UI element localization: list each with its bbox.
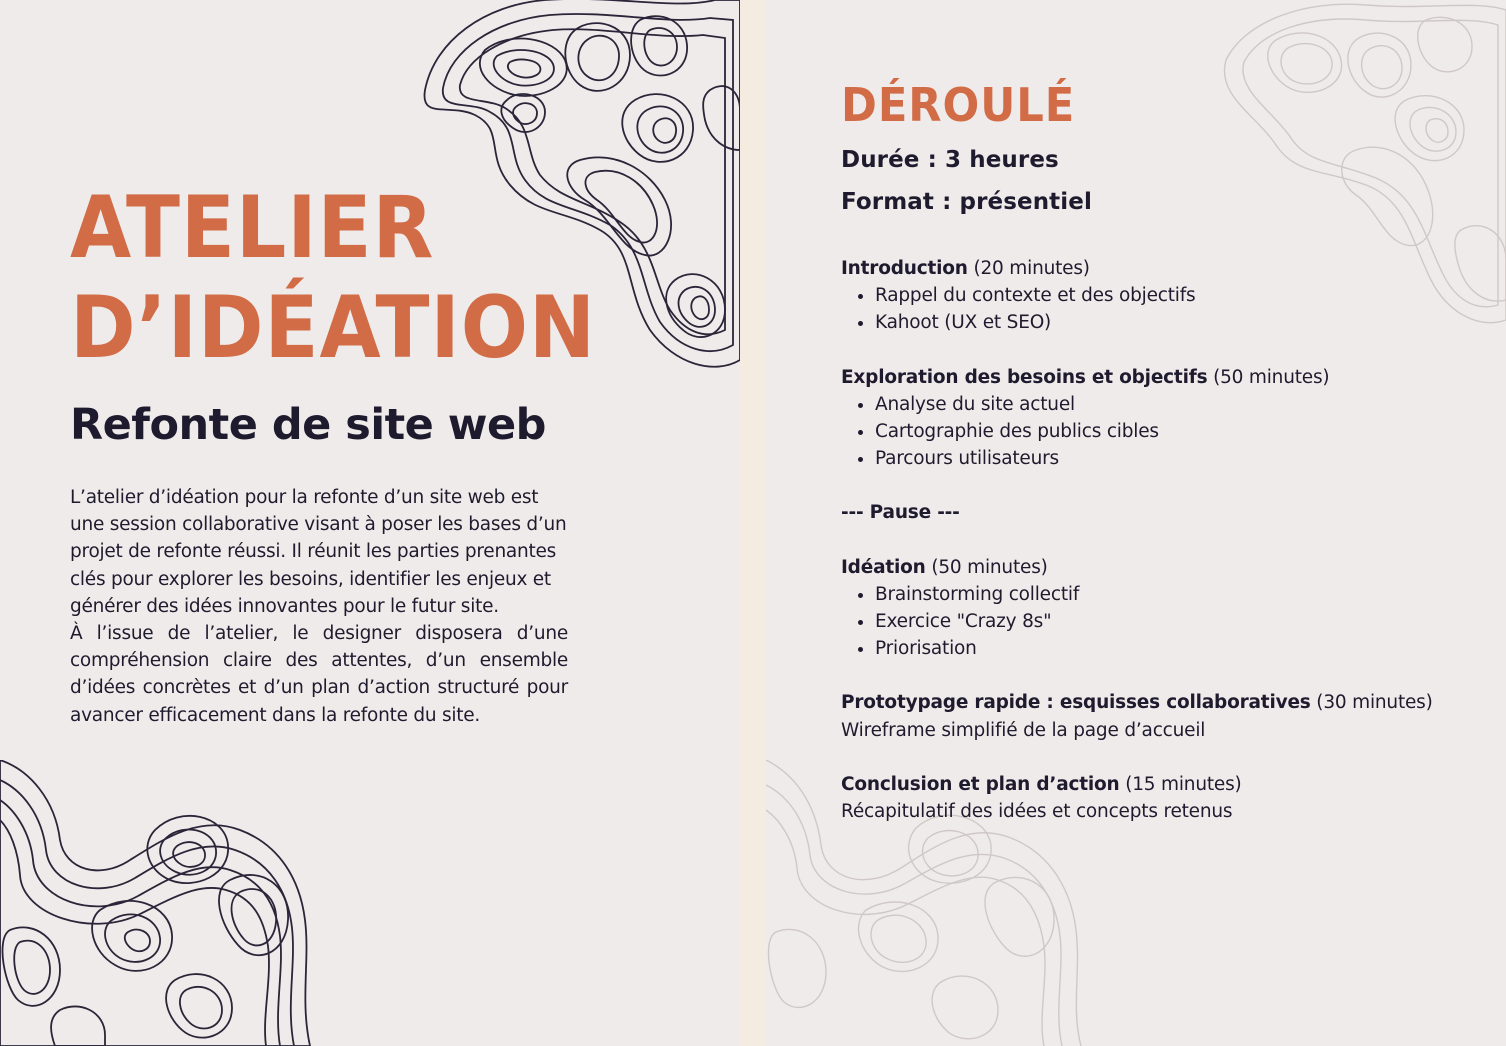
agenda-title: Idéation [841,556,926,578]
agenda-duration: (20 minutes) [973,258,1090,279]
title-line-2: D’IDÉATION [70,278,597,378]
list-item: • Rappel du contexte et des objectifs [875,282,1481,309]
subtitle: Refonte de site web [70,400,546,450]
topographic-decoration-bottom-left [0,760,320,1046]
agenda [841,255,1481,852]
agenda-block-prototypage [841,689,1481,743]
list-item: • Analyse du site actuel [875,391,1481,418]
agenda-duration: (30 minutes) [1316,692,1433,714]
agenda-block-ideation [841,554,1481,663]
meta-duration: Durée : 3 heures [841,147,1059,173]
agenda-block-introduction [841,255,1481,337]
right-page [766,0,1506,1046]
agenda-pause: --- Pause --- [841,502,960,524]
list-item: • Kahoot (UX et SEO) [875,309,1481,336]
list-item: • Cartographie des publics cibles [875,418,1481,445]
agenda-description: Récapitulatif des idées et concepts retenus [841,801,1233,823]
agenda-list [841,282,1481,336]
intro-paragraph-1: L’atelier d’idéation pour la refonte d’un site web est une session collaborative visant à poser les bases d’un projet de refonte réussi. Il réunit les parties prenantes clés pour explorer les besoins, identifier les enjeux et générer des idées innovantes pour le futur site. [70,487,567,617]
agenda-description: Wireframe simplifié de la page d’accueil [841,719,1206,741]
agenda-heading [841,364,1481,391]
agenda-block-pause [841,499,1481,526]
meta-format: Format : présentiel [841,189,1092,215]
agenda-heading [841,689,1481,716]
agenda-title: Conclusion et plan d’action [841,773,1120,795]
list-item: • Priorisation [875,635,1481,662]
intro-paragraph-2: À l’issue de l’atelier, le designer disposera d’une compréhension claire des attentes, d’un ensemble d’idées concrètes et d’un plan d’action structuré pour avancer efficacement dans la refonte du site. [70,623,568,726]
agenda-heading [841,499,1481,526]
agenda-title: Exploration des besoins et objectifs [841,366,1208,388]
agenda-list [841,391,1481,473]
section-title-deroule: DÉROULÉ [841,78,1076,132]
agenda-block-conclusion [841,771,1481,825]
list-item: • Exercice "Crazy 8s" [875,608,1481,635]
agenda-block-exploration [841,364,1481,473]
agenda-list [841,581,1481,663]
page-gutter [740,0,766,1046]
agenda-duration: (15 minutes) [1125,773,1242,795]
agenda-duration: (50 minutes) [1213,366,1330,388]
title-line-1: ATELIER [70,178,435,278]
agenda-title: Prototypage rapide : esquisses collaboratives [841,692,1311,714]
agenda-title: Introduction [841,258,968,279]
left-page [0,0,740,1046]
agenda-heading [841,771,1481,798]
agenda-duration: (50 minutes) [931,556,1048,578]
agenda-heading [841,554,1481,581]
intro-text [70,484,568,729]
list-item: • Parcours utilisateurs [875,445,1481,472]
list-item: • Brainstorming collectif [875,581,1481,608]
agenda-heading [841,255,1481,282]
